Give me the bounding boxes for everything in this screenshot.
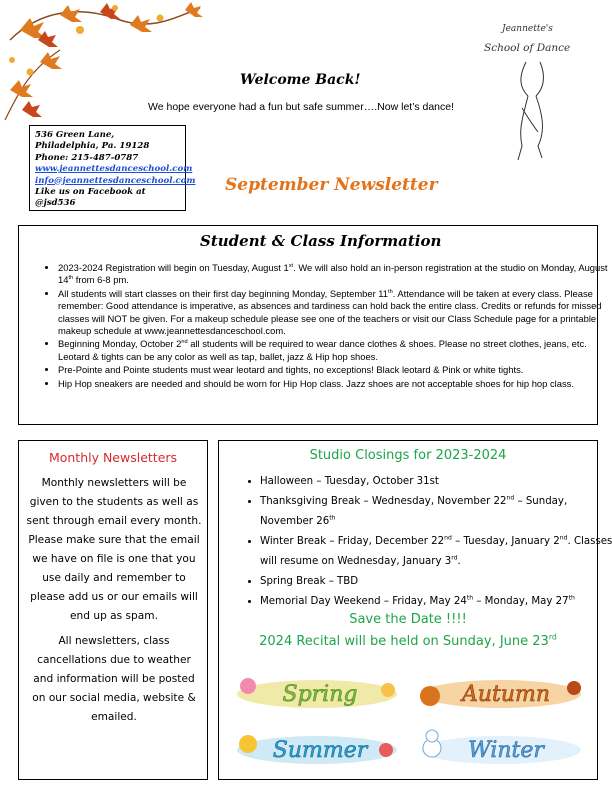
facebook-text: Like us on Facebook at @jsd536 — [35, 187, 146, 209]
list-item: • Spring Break – TBD — [260, 572, 612, 592]
address-city: Philadelphia, Pa. 19128 — [35, 141, 150, 152]
recital-date: 2024 Recital will be held on Sunday, June 23rd — [259, 632, 557, 649]
address-street: 536 Green Lane, — [35, 130, 115, 140]
dancer-illustration — [488, 58, 578, 166]
autumn-word: Autumn — [461, 682, 551, 707]
monthly-paragraph-1: Monthly newsletters will be given to the students as well as sent through email every month. Please make sure that the email we have on file is one that you use daily and remember to please add us or our emails will end up as spam. — [26, 477, 202, 622]
address-phone: Phone: 215-487-0787 — [35, 152, 139, 163]
studio-closings-list — [236, 472, 612, 612]
list-item: • Beginning Monday, October 2nd all students will be required to wear dance clothes & shoes. Please no street clothes, jeans, etc. Leotard & tights can be any color as well as tap, ballet, jazz & Hip hop shoes. — [58, 338, 612, 363]
save-the-date: Save the Date !!!! — [349, 612, 467, 627]
welcome-heading: Welcome Back! — [240, 72, 361, 88]
list-item: • All students will start classes on their first day beginning Monday, September 11th. Attendance will be taken at every class. Please remember: Good attendance is imperative, as absences and tardiness can hold back the entire class. Credits or refunds for missed classes will NOT be given. For a makeup schedule please see one of the teachers or visit our Class Schedule page for a printable makeup schedule at www.jeannettesdanceschool.com. — [58, 288, 612, 338]
list-item: • Memorial Day Weekend – Friday, May 24th – Monday, May 27th — [260, 592, 612, 612]
info-item-1a: 2023-2024 Registration will begin on Tuesday, August 1st. We will also hold an in-person registration at the studio on Monday, August 14th from 6-8 pm. — [58, 262, 608, 286]
list-item: • Winter Break – Friday, December 22nd – Tuesday, January 2nd. Classes will resume on Wednesday, January 3rd. — [260, 532, 612, 572]
summer-wordart-image — [228, 726, 406, 770]
class-info-title: Student & Class Information — [200, 232, 442, 250]
autumn-wordart-image — [412, 670, 590, 714]
address-box — [29, 125, 196, 211]
autumn-leaves-decoration — [0, 0, 230, 135]
email-link[interactable]: info@jeannettesdanceschool.com — [35, 175, 196, 186]
monthly-paragraph-2: All newsletters, class cancellations due to weather and information will be posted on our social media, website & emailed. — [32, 635, 196, 723]
spring-wordart-image — [228, 670, 406, 714]
studio-closings-title: Studio Closings for 2023-2024 — [309, 448, 507, 463]
list-item: • Hip Hop sneakers are needed and should be worn for Hip Hop class. Jazz shoes are not acceptable shoes for hip hop class. — [58, 378, 612, 390]
website-link[interactable]: www.jeannettesdanceschool.com — [35, 164, 193, 175]
summer-word: Summer — [272, 738, 368, 763]
logo-script-line1: Jeannette's — [502, 24, 553, 34]
spring-word: Spring — [282, 682, 358, 707]
winter-word: Winter — [468, 738, 544, 763]
intro-text: We hope everyone had a fun but safe summer….Now let’s dance! — [148, 101, 455, 113]
logo-script-line2: School of Dance — [484, 42, 571, 54]
winter-wordart-image — [412, 726, 590, 770]
list-item: • Halloween – Tuesday, October 31st — [260, 472, 612, 492]
newsletter-title: September Newsletter — [225, 175, 438, 195]
list-item: • Pre-Pointe and Pointe students must wear leotard and tights, no exceptions! Black leotard & Pink or white tights. — [58, 364, 612, 376]
monthly-newsletters-title: Monthly Newsletters — [48, 450, 178, 465]
list-item: • Thanksgiving Break – Wednesday, November 22nd – Sunday, November 26th — [260, 492, 612, 532]
list-item — [58, 262, 612, 287]
class-info-list — [34, 262, 612, 391]
